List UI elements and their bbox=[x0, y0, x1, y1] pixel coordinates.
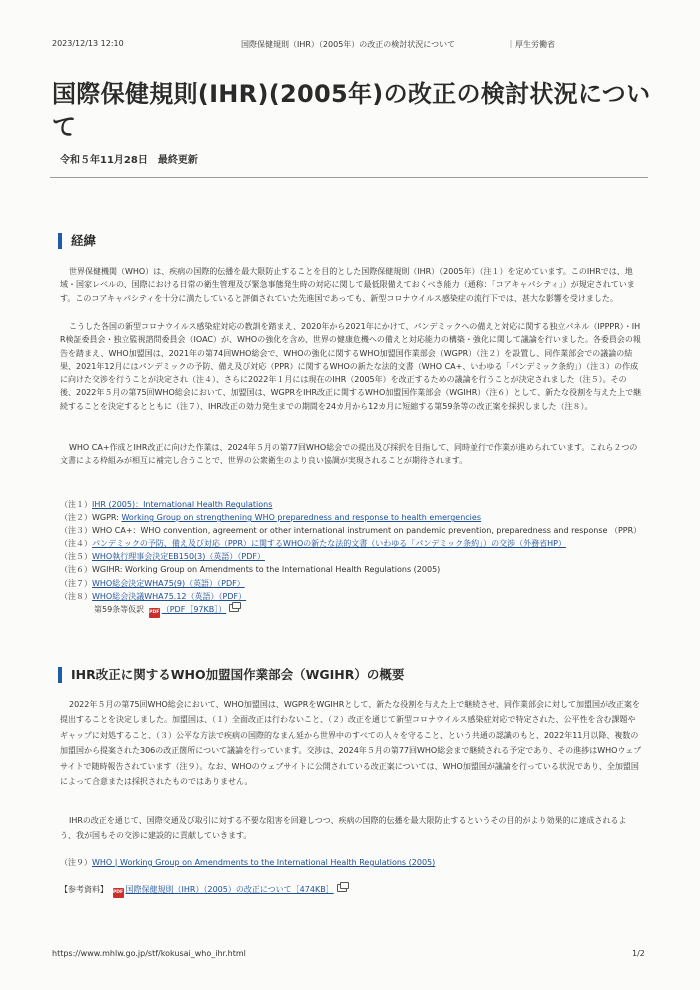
paragraph: 世界保健機関（WHO）は、疾病の国際的伝播を最大限防止することを目的とした国際保健規則（IHR）（2005年）（注１）を定めています。このIHRでは、地域・国家レベルの、国際における日常の衛生管理及び緊急事態発生時の対応に関して最低限備えておくべき能力（通称：「コアキャパシティ」）が規定されています。このコアキャパシティを十分に満たしていると評価されていた先進国であっても、新型コロナウイルス感染症の流行下では、甚大な影響を受けました。 bbox=[60, 267, 635, 303]
note-item bbox=[60, 537, 644, 550]
print-datetime: 2023/12/13 12:10 bbox=[52, 39, 124, 48]
note-item bbox=[60, 524, 644, 537]
divider bbox=[50, 177, 648, 178]
note-text: WHO CA+：WHO convention, agreement or other international instrument on pandemic prevention, preparedness and response （PPR） bbox=[92, 526, 642, 536]
note-number: （注１） bbox=[60, 500, 92, 509]
note-item bbox=[60, 511, 644, 524]
note-number: （注９） bbox=[60, 858, 92, 867]
note-number: （注３） bbox=[60, 526, 92, 536]
note-link-wha75-9[interactable]: WHO総会決定WHA75(9)（英語）（PDF） bbox=[92, 578, 245, 588]
reference-label: 【参考資料】 bbox=[60, 885, 108, 894]
reference-pdf-link[interactable]: 国際保健規則（IHR）（2005）の改正について［474KB］ bbox=[125, 885, 334, 894]
note-prefix: WGPR: bbox=[92, 513, 122, 523]
note-link-mofa[interactable]: パンデミックの予防、備え及び対応（PPR）に関するWHOの新たな法的文書（いわゆる「パンデミック条約」）の交渉（外務省HP） bbox=[92, 539, 566, 549]
paragraph: 2022年５月の第75回WHO総会において、WHO加盟国は、WGPRをWGIHRとして、新たな役割を与えた上で継続させ、同作業部会に対して加盟国が改正案を提出することを決定しました。加盟国は、（１）全面改正は行わないこと、（２）改正を通じて新型コロナウイルス感染症対応で特定された、公平性を含む課題やギャップに対処すること、（３）公平な方法で疾病の国際的なまん延から世界中のすべての人々を守ること、という共通の認識のもと、2022年11月以降、複数の加盟国から提案された306の改正箇所について議論を行っています。交渉は、2024年５月の第77回WHO総会まで継続される予定であり、その進捗はWHOウェブサイトで随時報告されています（注９）。なお、WHOのウェブサイトに公開されている改正案については、WHO加盟国が議論を行っている状況であり、全加盟国によって合意または採択されたものではありません。 bbox=[60, 700, 642, 787]
new-window-icon bbox=[337, 884, 347, 892]
pdf-icon: PDF bbox=[149, 608, 160, 618]
section-heading-background: 経緯 bbox=[58, 233, 96, 249]
note-text: WGIHR: Working Group on Amendments to the International Health Regulations (2005) bbox=[92, 565, 441, 575]
print-doc-title: 国際保健規則（IHR）（2005年）の改正の検討状況について bbox=[241, 40, 456, 49]
pdf-icon: PDF bbox=[113, 888, 124, 898]
note-link-ihr[interactable]: IHR (2005)：International Health Regulations bbox=[92, 500, 273, 509]
notes-list bbox=[60, 498, 644, 618]
new-window-icon bbox=[229, 604, 239, 612]
note-item bbox=[60, 563, 644, 576]
paragraph: IHRの改正を通じて、国際交通及び取引に対する不要な阻害を回避しつつ、疾病の国際的伝播を最大限防止するというその目的がより効果的に達成されるよう、我が国もその交渉に建設的に貢献していきます。 bbox=[60, 816, 627, 841]
note-item bbox=[60, 577, 644, 590]
print-site-name: ｜厚生労働省 bbox=[507, 40, 555, 49]
note-link-wgpr[interactable]: Working Group on strengthening WHO preparedness and response to health emergencies bbox=[121, 513, 481, 523]
paragraph: こうした各国の新型コロナウイルス感染症対応の教訓を踏まえ、2020年から2021年にかけて、パンデミックへの備えと対応に関する独立パネル（IPPPR）・IHR検証委員会・独立監視諮問委員会（IOAC）が、WHOの強化を含め、世界の健康危機への備えと対応能力の構築・強化に関して議論を行いました。各委員会の報告を踏まえ、WHO加盟国は、2021年の第74回WHO総会で、WHOの強化に関するWHO加盟国作業部会（WGPR）（注２）を設置し、同作業部会での議論の結果、2021年12月にはパンデミックの予防、備え及び対応（PPR）に関するWHOの新たな法的文書（WHO CA+、いわゆる「パンデミック条約」）（注３）の作成に向けた交渉を行うことが決定され（注４）、さらに2022年１月には現在のIHR（2005年）を改正するための議論を行うことが決定されました（注５）。その後、2022年５月の第75回WHO総会において、加盟国は、WGPRをIHR改正に関するWHO加盟国作業部会（WGIHR）（注６）として、新たな役割を与えた上で継続することを決定するとともに（注７）、IHR改正の効力発生までの期間を24カ月から12カ月に短縮する第59条等の改正案を採択しました（注８）。 bbox=[60, 322, 642, 411]
note-sub-label: 第59条等仮訳 bbox=[94, 604, 145, 614]
note-number: （注８） bbox=[60, 591, 92, 601]
last-updated: 令和５年11月28日 最終更新 bbox=[60, 155, 198, 166]
footer-url: https://www.mhlw.go.jp/stf/kokusai_who_ihr.html bbox=[52, 949, 246, 958]
note-number: （注４） bbox=[60, 539, 92, 549]
note-link-wha75-12[interactable]: WHO総会決議WHA75.12（英語）（PDF） bbox=[92, 591, 247, 601]
note-item bbox=[60, 550, 644, 563]
section-heading: IHR改正に関するWHO加盟国作業部会（WGIHR）の概要 bbox=[58, 667, 404, 683]
note-number: （注２） bbox=[60, 513, 92, 523]
paragraph: WHO CA+作成とIHR改正に向けた作業は、2024年５月の第77回WHO総会での提出及び採択を目指して、同時並行で作業が進められています。これら２つの文書による枠組みが相互に補完し合うことで、世界の公衆衛生のより良い協調が実現されることが期待されます。 bbox=[60, 443, 638, 466]
page-title: 国際保健規則(IHR)(2005年)の改正の検討状況について bbox=[52, 80, 651, 141]
note-link-eb150[interactable]: WHO執行理事会決定EB150(3)（英語）（PDF） bbox=[92, 552, 265, 562]
reference-line bbox=[60, 884, 347, 898]
page-number: 1/2 bbox=[632, 949, 645, 958]
note-number: （注７） bbox=[60, 578, 92, 588]
note-item bbox=[60, 857, 435, 868]
note-item bbox=[60, 590, 644, 603]
note-number: （注５） bbox=[60, 552, 92, 562]
pdf-link-article59[interactable]: （PDF［97KB］） bbox=[161, 604, 227, 614]
note-number: （注６） bbox=[60, 565, 92, 575]
note-link-wgihr[interactable]: WHO | Working Group on Amendments to the International Health Regulations (2005) bbox=[92, 858, 436, 867]
note-item bbox=[60, 498, 644, 511]
note-subitem bbox=[60, 603, 644, 618]
